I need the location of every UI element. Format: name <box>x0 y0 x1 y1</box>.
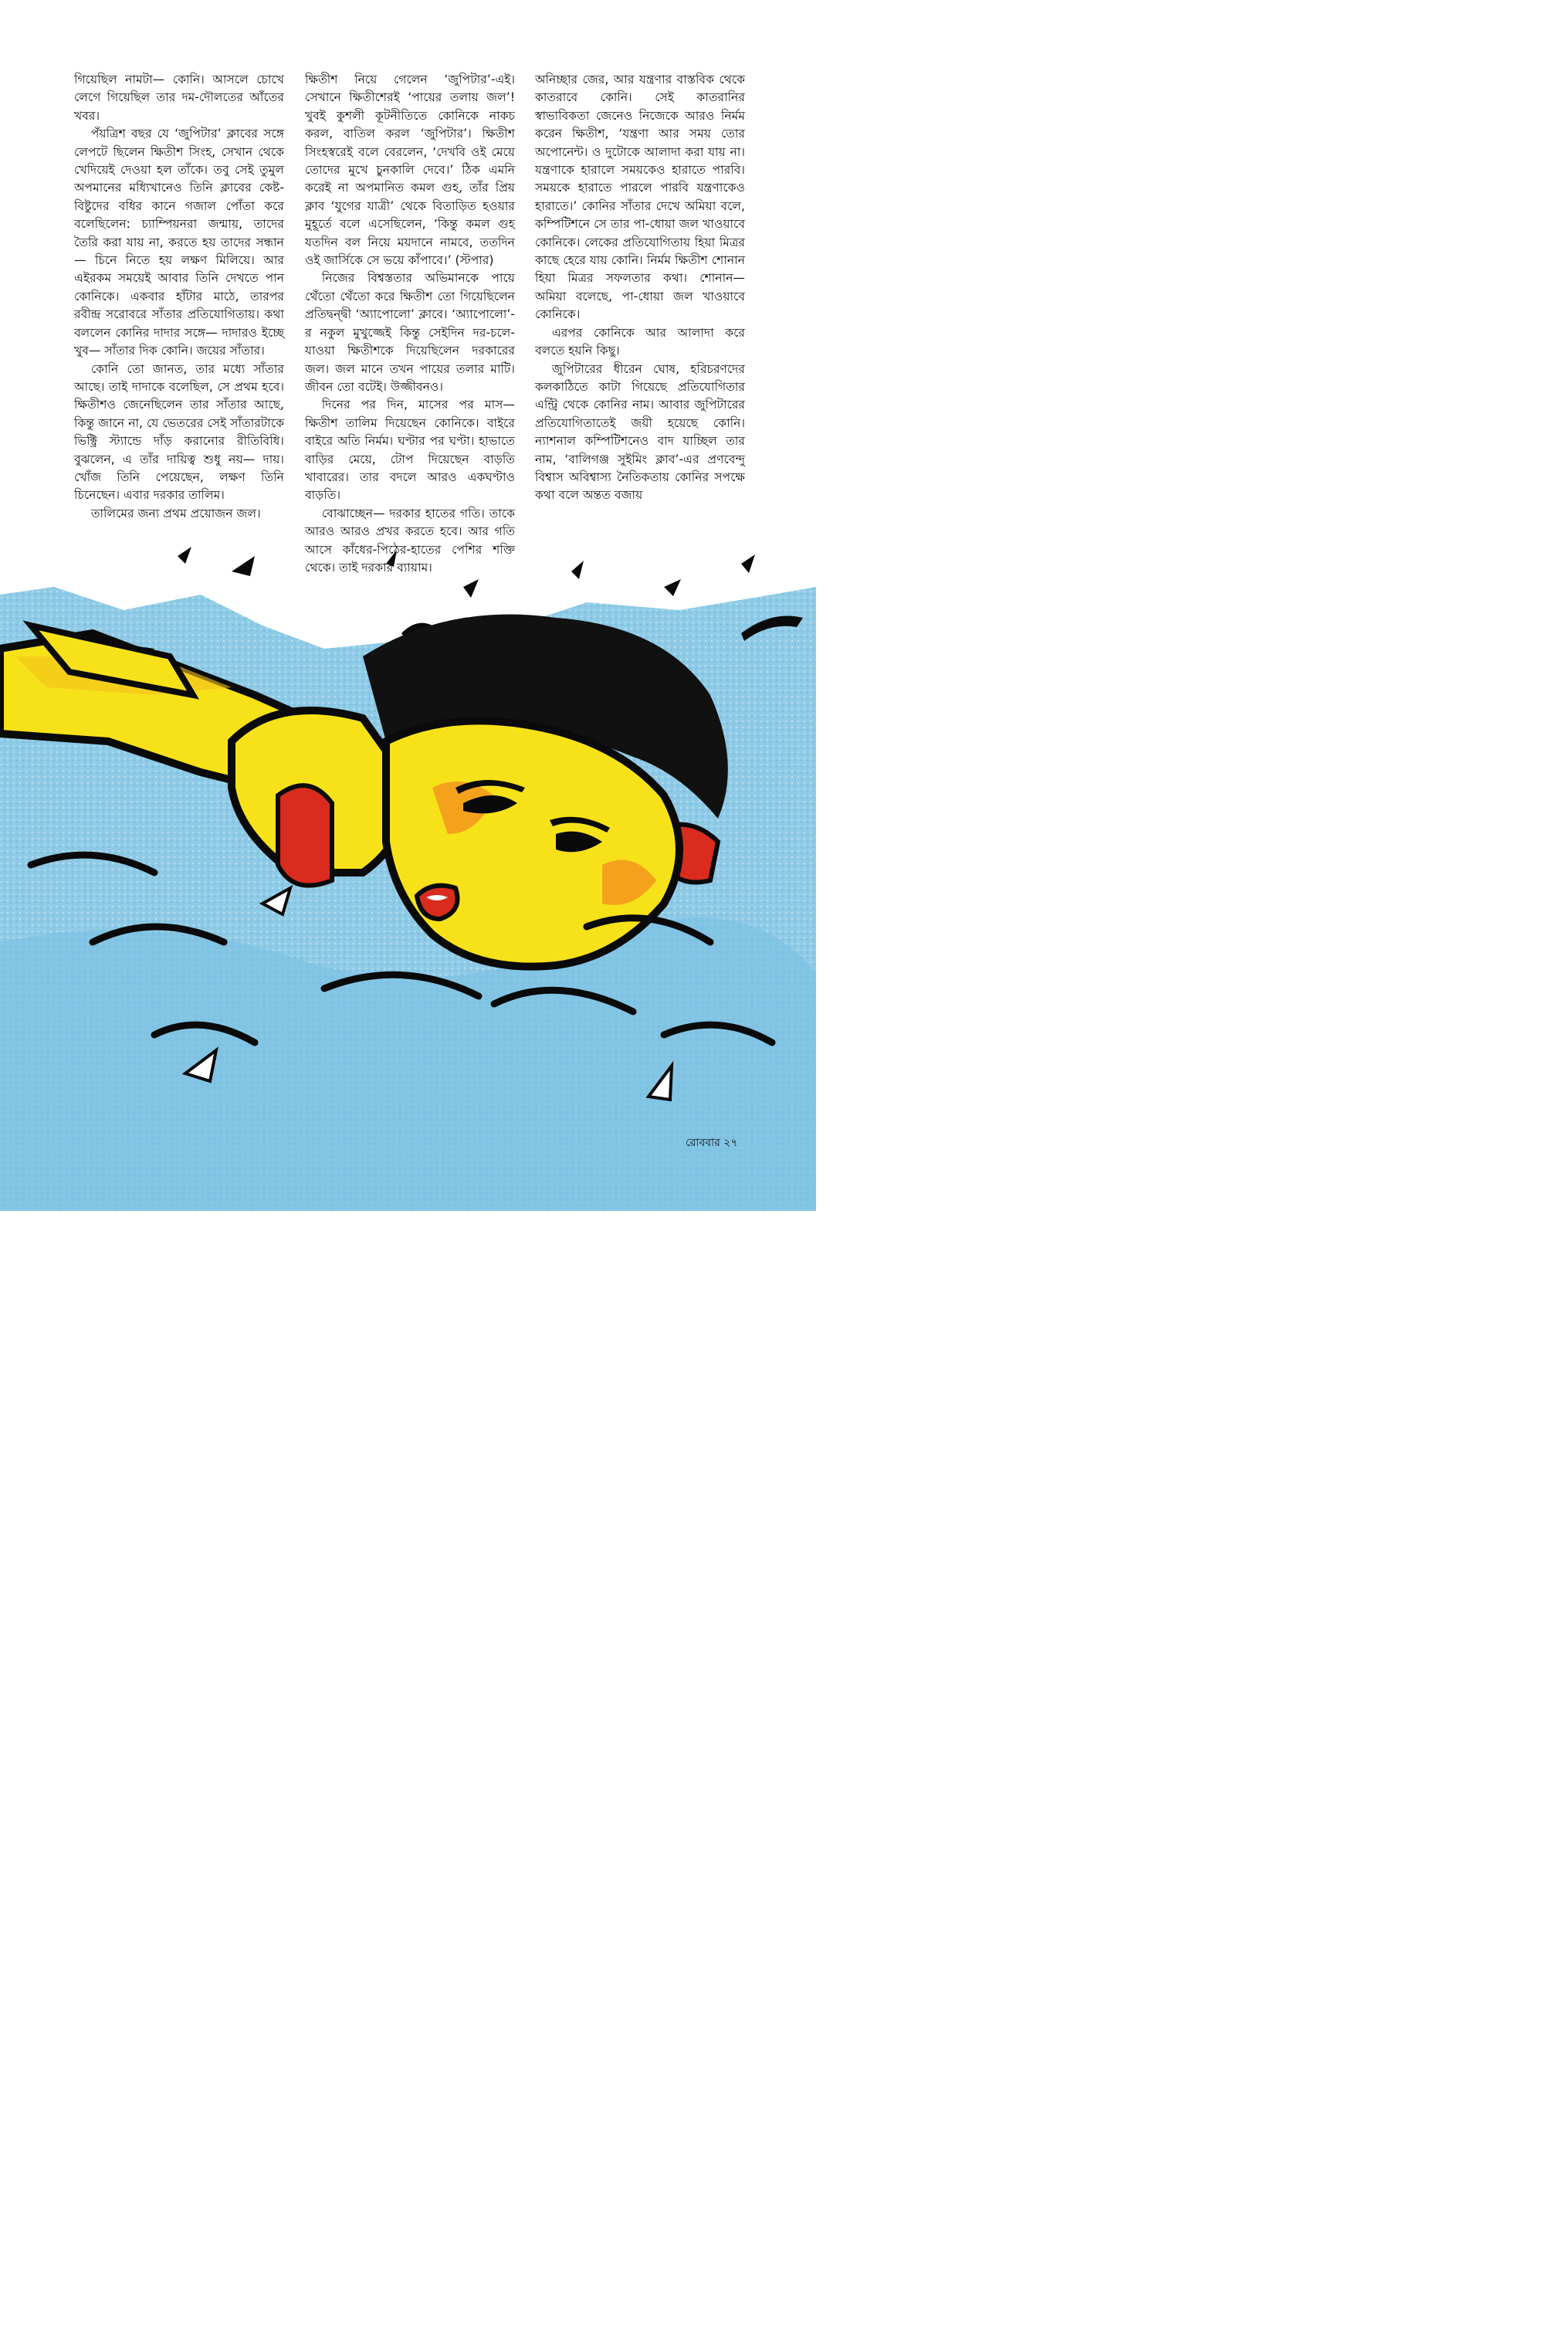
paragraph: অনিচ্ছার জের, আর যন্ত্রণার বাস্তবিক থেকে কাতরাবে কোনি। সেই কাতরানির স্বাভাবিকতা জেনেও নিজেকে আরও নির্মম করেন ক্ষিতীশ, ‘যন্ত্রণা আর সময় তোর অপোনেন্ট। ও দুটোকে আলাদা করা যায় না। যন্ত্রণাকে হারালে সময়কেও হারাতে পারবি। সময়কে হারাতে পারলে পারবি যন্ত্রণাকেও হারাতে।’ কোনির সাঁতার দেখে অমিয়া বলে, কম্পিটিশনে সে তার পা-ধোয়া জল খাওয়াবে কোনিকে। লেকের প্রতিযোগিতায় হিয়া মিত্রর কাছে হেরে যায় কোনি। নির্মম ক্ষিতীশ শোনান হিয়া মিত্রর সফলতার কথা। শোনান— অমিয়া বলেছে, পা-ধোয়া জল খাওয়াবে কোনিকে। <box>535 73 745 322</box>
paragraph: বোঝাচ্ছেন— দরকার হাতের গতি। তাকে আরও আরও প্রখর করতে হবে। আর গতি আসে কাঁধের-পিঠের-হাতের পেশির শক্তি থেকে। তাই দরকার ব্যায়াম। <box>305 506 515 575</box>
article-column-2 <box>305 71 515 577</box>
paragraph: গিয়েছিল নামটা— কোনি। আসলে চোখে লেগে গিয়েছিল তার দম-দৌলতের আঁতের খবর। <box>74 73 284 123</box>
paragraph: কোনি তো জানত, তার মধ্যে সাঁতার আছে। তাই দাদাকে বলেছিল, সে প্রথম হবে। ক্ষিতীশও জেনেছিলেন তার সাঁতার আছে, কিন্তু জানে না, যে ভেতরের সেই সাঁতারটাকে ভিক্ট্রি স্ট্যান্ডে দাঁড় করানোর রীতিবিধি। বুঝলেন, এ তাঁর দায়িত্ব শুধু নয়— দায়। খোঁজ তিনি পেয়েছেন, লক্ষণ তিনি চিনেছেন। এবার দরকার তালিম। <box>74 361 284 503</box>
article-column-3 <box>535 71 745 505</box>
swimmer-illustration-svg <box>0 541 816 1211</box>
page-folio: রোববার ২৭ <box>686 1137 738 1149</box>
swimmer-illustration <box>0 541 816 1211</box>
article-column-1 <box>74 71 284 523</box>
swimsuit <box>278 785 332 886</box>
paragraph: জুপিটারের ধীরেন ঘোষ, হরিচরণদের কলকাঠিতে কাটা গিয়েছে প্রতিযোগিতার এন্ট্রি থেকে কোনির নাম। আবার জুপিটারের প্রতিযোগিতাতেই জয়ী হয়েছে কোনি। ন্যাশনাল কম্পিটিশনেও বাদ যাচ্ছিল তার নাম, ‘বালিগঞ্জ সুইমিং ক্লাব’-এর প্রণবেন্দু বিশ্বাস অবিশ্বাস্য নৈতিকতায় কোনির সপক্ষে কথা বলে অন্তত বজায় <box>535 361 745 503</box>
paragraph: তালিমের জন্য প্রথম প্রয়োজন জল। <box>90 506 261 520</box>
paragraph: পঁয়ত্রিশ বছর যে ‘জুপিটার’ ক্লাবের সঙ্গে লেপটে ছিলেন ক্ষিতীশ সিংহ, সেখান থেকে খেদিয়েই দেওয়া হল তাঁকে। তবু সেই তুমুল অপমানের মধ্যিখানেও তিনি ক্লাবের কেষ্ট-বিষ্টুদের বধির কানে গজাল পোঁতা করে বলেছিলেন: চ্যাম্পিয়নরা জন্মায়, তাদের তৈরি করা যায় না, করতে হয় তাদের সন্ধান— চিনে নিতে হয় লক্ষণ মিলিয়ে। আর এইরকম সময়েই আবার তিনি দেখতে পান কোনিকে। একবার হাঁটার মাঠে, তারপর রবীন্দ্র সরোবরে সাঁতার প্রতিযোগিতায়। কথা বললেন কোনির দাদার সঙ্গে— দাদারও ইচ্ছে খুব— সাঁতার দিক কোনি। জয়ের সাঁতার। <box>74 127 284 358</box>
paragraph: দিনের পর দিন, মাসের পর মাস— ক্ষিতীশ তালিম দিয়েছেন কোনিকে। বাইরে বাইরে অতি নির্মম। ঘণ্টার পর ঘণ্টা। হাভাতে বাড়ির মেয়ে, টোপ দিয়েছেন বাড়তি খাবারের। তার বদলে আরও একঘণ্টাও বাড়তি। <box>305 398 515 503</box>
paragraph: এরপর কোনিকে আর আলাদা করে বলতে হয়নি কিছু। <box>535 325 745 358</box>
magazine-page <box>0 0 816 1211</box>
paragraph: নিজের বিশ্বস্ততার অভিমানকে পায়ে থেঁতো থেঁতো করে ক্ষিতীশ তো গিয়েছিলেন প্রতিদ্বন্দ্বী ‘অ্যাপোলো’ ক্লাবে। ‘অ্যাপোলো’-র নকুল মুখুজ্জেই কিন্তু সেইদিন দর-চলে-যাওয়া ক্ষিতীশকে দিয়েছিলেন দরকারের জল। জল মানে তখন পায়ের তলার মাটি। জীবন তো বটেই। উজ্জীবনও। <box>305 271 515 394</box>
swimmer-mouth <box>417 886 458 919</box>
paragraph: ক্ষিতীশ নিয়ে গেলেন ‘জুপিটার’-এই। সেখানে ক্ষিতীশেরই ‘পায়ের তলায় জল’! খুবই কুশলী কূটনীতিতে কোনিকে নাকচ করল, বাতিল করল ‘জুপিটার’। ক্ষিতীশ সিংহস্বরেই বলে বেরলেন, ‘দেখবি ওই মেয়ে তোদের মুখে চুনকালি দেবে।’ ঠিক এমনি করেই না অপমানিত কমল গুহ, তাঁর প্রিয় ক্লাব ‘যুগের যাত্রী’ থেকে বিতাড়িত হওয়ার মুহূর্তে বলে এসেছিলেন, ‘কিন্তু কমল গুহ যতদিন বল নিয়ে ময়দানে নামবে, ততদিন ওই জার্সিকে সে ভয়ে কাঁপাবে।’ (স্টপার) <box>305 73 515 268</box>
